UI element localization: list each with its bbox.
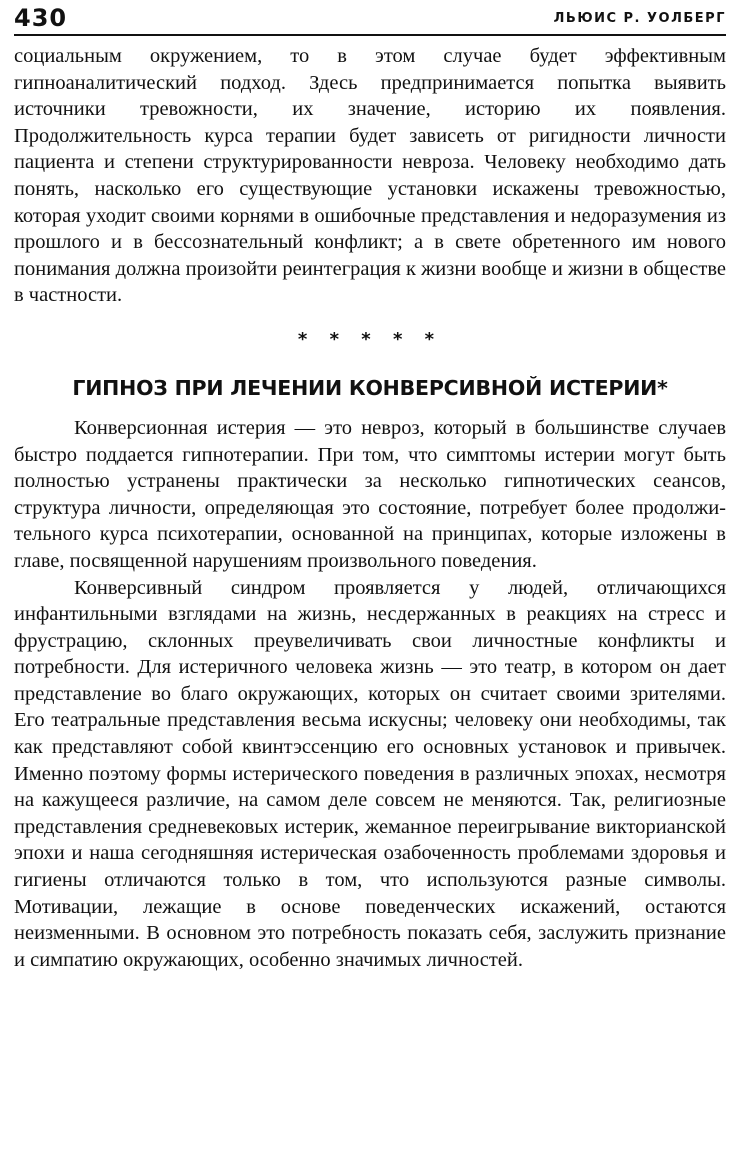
section-heading: ГИПНОЗ ПРИ ЛЕЧЕНИИ КОНВЕРСИВНОЙ ИСТЕРИИ* — [72, 375, 668, 400]
running-header — [14, 4, 726, 36]
book-page — [14, 4, 726, 1150]
running-title: ЛЬЮИС Р. УОЛБЕРГ — [553, 11, 726, 26]
paragraph-1: Конверсионная истерия — это невроз, который в большинстве случаев быстро поддается гипнотерапии. При том, что симптомы истерии могут быть полностью устранены практически за несколько гипнотических сеансов, структура личности, определяющая это состояние, потребует более продолжительного курса психотерапии, основанной на принципах, которые изложены в главе, посвященной нарушениям произвольного поведения. — [14, 416, 726, 572]
section-separator: * * * * * — [297, 328, 443, 350]
intro-paragraph: социальным окружением, то в этом случае будет эффективным гипноаналитический подход. Здесь предпринимается попытка выявить источники тревожности, их значение, историю их появления. Продолжительность курса терапии будет зависеть от ригидности личности пациента и степени структурированности невроза. Человеку необходимо дать понять, насколько его существующие установки искажены тревожностью, которая уходит своими корнями в ошибочные представления и недоразумения из прошлого и в бессознательный конфликт; а в свете обретенного им нового понимания должна произойти реинтеграция к жизни вообще и жизни в обществе в частности. — [14, 45, 726, 307]
page-number: 430 — [14, 4, 68, 32]
paragraph-2: Конверсивный синдром проявляется у людей, отличающихся инфантильными взглядами на жизнь, несдержанных в реакциях на стресс и фрустрацию, склонных преувеличивать свои личностные конфликты и потребности. Для истеричного человека жизнь — это театр, в котором он дает представление во благо окружающих, которых он считает своими зрителями. Его театральные представления весьма искусны; человеку они необходимы, так как представляют собой квинтэссенцию его основных установок и привычек. Именно поэтому формы истерического поведения в различных эпохах, несмотря на кажущееся различие, на самом деле совсем не меняются. Так, религиозные представления средневековых истерик, жеманное переигрывание викторианской эпохи и наша сегодняшняя истерическая озабоченность проблемами здоровья и гигиены отличаются только в том, что используются разные символы. Мотивации, лежащие в основе поведенческих искажений, остаются неизменными. В основном это потребность показать себя, заслужить признание и симпатию окружающих, особенно значимых личностей. — [14, 576, 726, 971]
